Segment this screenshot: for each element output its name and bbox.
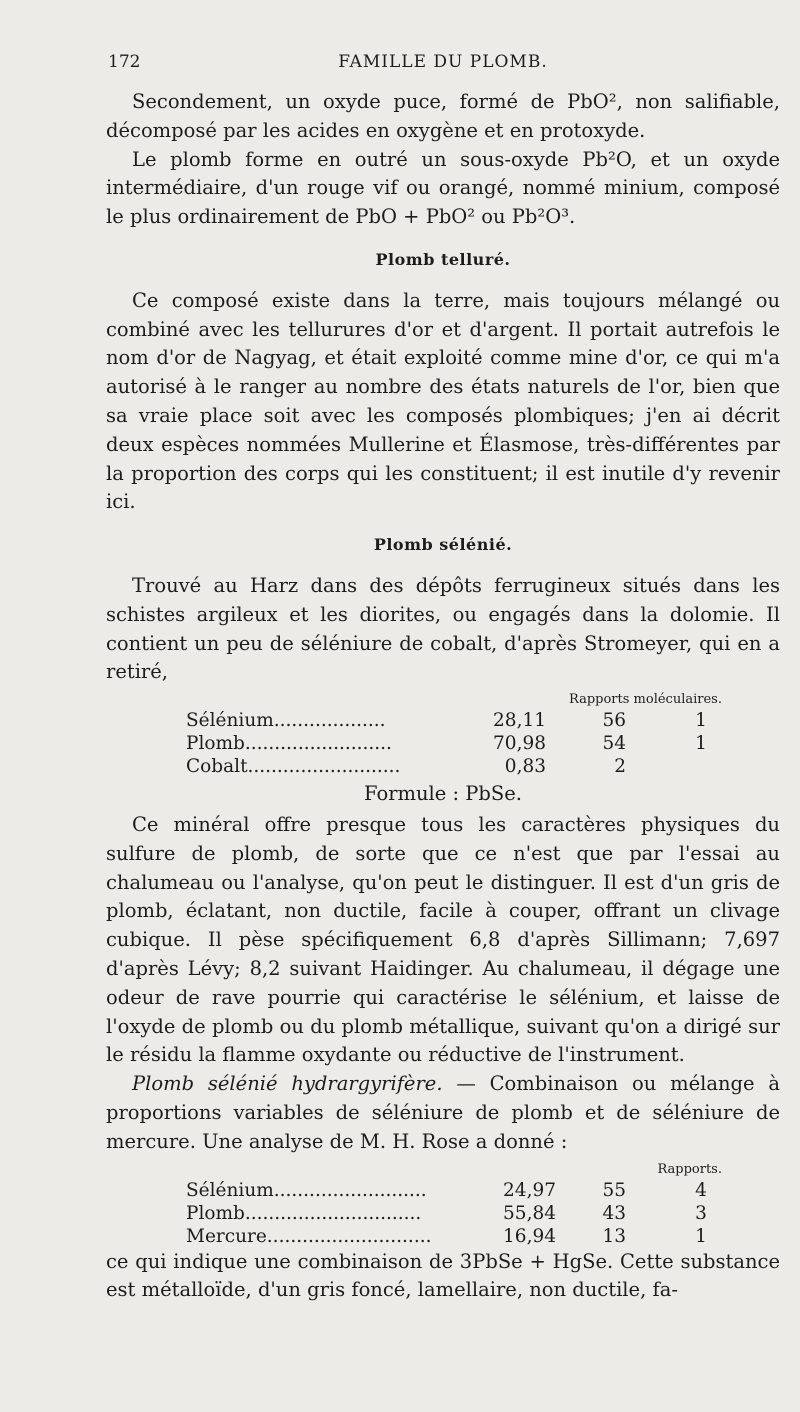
page-number: 172 xyxy=(108,52,141,72)
species-description: — Combinaison ou mélange à proportions variables de séléniure de plomb et de séléniure de mercure. Une analyse de M. H. Rose a donné : xyxy=(106,1072,781,1153)
element-name: Mercure............................ xyxy=(186,1225,432,1247)
species-title: Plomb sélénié hydrargyrifère. xyxy=(132,1072,443,1096)
formula: Formule : PbSe. xyxy=(363,782,523,806)
percent-value: 28,11 xyxy=(493,710,546,732)
table-row xyxy=(106,709,780,732)
paragraph-hydrargyrifere xyxy=(106,1070,780,1156)
table-row xyxy=(106,755,780,778)
page-header xyxy=(108,52,778,74)
paragraph-plomb-tellure: Ce composé existe dans la terre, mais toujours mélangé ou combiné avec les tellurures d'or et d'argent. Il portait autrefois le nom d'or de Nagyag, et était exploité comme mine d'or, ce qui m'a autorisé à le ranger au nombre des états naturels de l'or, bien que sa vraie place soit avec les composés plombiques; j'en ai décrit deux espèces nommées Mullerine et Élasmose, très-différentes par la proportion des corps qui les constituent; il est inutile d'y revenir ici. xyxy=(106,288,780,514)
table-row xyxy=(106,732,780,755)
analysis-table-1 xyxy=(106,691,780,778)
molecular-ratio: 3 xyxy=(695,1202,707,1224)
paragraph-conclusion: ce qui indique une combinaison de 3PbSe + HgSe. Cette substance est métalloïde, d'un gris foncé, lamellaire, non ductile, fa- xyxy=(106,1249,780,1302)
ratio-value: 13 xyxy=(602,1225,626,1247)
molecular-ratio: 1 xyxy=(695,733,707,755)
ratio-value: 2 xyxy=(614,756,626,778)
percent-value: 24,97 xyxy=(503,1179,556,1201)
element-name: Sélénium.......................... xyxy=(186,1179,427,1201)
percent-value: 55,84 xyxy=(503,1202,556,1224)
ratio-value: 56 xyxy=(602,710,626,732)
element-name: Cobalt.......................... xyxy=(186,756,401,778)
percent-value: 0,83 xyxy=(504,756,546,778)
heading-plomb-tellure: Plomb telluré. xyxy=(375,249,511,269)
analysis-table-2 xyxy=(106,1161,780,1248)
percent-value: 16,94 xyxy=(503,1225,556,1247)
table-row xyxy=(106,1225,780,1248)
table-row xyxy=(106,1179,780,1202)
paragraph-plomb-selenie: Trouvé au Harz dans des dépôts ferrugineux situés dans les schistes argileux et les diorites, ou engagés dans la dolomie. Il contient un peu de séléniure de cobalt, d'après Stromeyer, qui en a retiré, xyxy=(106,573,780,684)
paragraph-caracteres: Ce minéral offre presque tous les caractères physiques du sulfure de plomb, de sorte que ce n'est que par l'essai au chalumeau ou l'analyse, qu'on peut le distinguer. Il est d'un gris de plomb, éclatant, non ductile, facile à couper, offrant un clivage cubique. Il pèse spécifiquement 6,8 d'après Sillimann; 7,697 d'après Lévy; 8,2 suivant Haidinger. Au chalumeau, il dégage une odeur de rave pourrie qui caractérise le sélénium, et laisse de l'oxyde de plomb ou du plomb métallique, suivant qu'on a dirigé sur le résidu la flamme oxydante ou réductive de l'instrument. xyxy=(106,812,780,1067)
ratio-value: 55 xyxy=(602,1179,626,1201)
element-name: Sélénium................... xyxy=(186,710,386,732)
percent-value: 70,98 xyxy=(493,733,546,755)
page-body xyxy=(106,88,780,1305)
element-name: Plomb.............................. xyxy=(186,1202,422,1224)
table-row xyxy=(106,1202,780,1225)
ratio-value: 43 xyxy=(602,1202,626,1224)
analysis-caption-1: Rapports moléculaires. xyxy=(569,692,722,708)
analysis-caption-2: Rapports. xyxy=(657,1161,722,1177)
running-title: FAMILLE DU PLOMB. xyxy=(338,52,548,72)
molecular-ratio: 1 xyxy=(695,710,707,732)
paragraph-sous-oxyde: Le plomb forme en outré un sous-oxyde Pb²O, et un oxyde intermédiaire, d'un rouge vif ou orangé, nommé minium, composé le plus ordinairement de PbO + PbO² ou Pb²O³. xyxy=(106,147,780,229)
molecular-ratio: 4 xyxy=(695,1179,707,1201)
molecular-ratio: 1 xyxy=(695,1225,707,1247)
element-name: Plomb......................... xyxy=(186,733,392,755)
ratio-value: 54 xyxy=(602,733,626,755)
heading-plomb-selenie: Plomb sélénié. xyxy=(373,535,513,555)
paragraph-oxyde-puce: Secondement, un oxyde puce, formé de PbO², non salifiable, décomposé par les acides en oxygène et en protoxyde. xyxy=(106,90,780,142)
